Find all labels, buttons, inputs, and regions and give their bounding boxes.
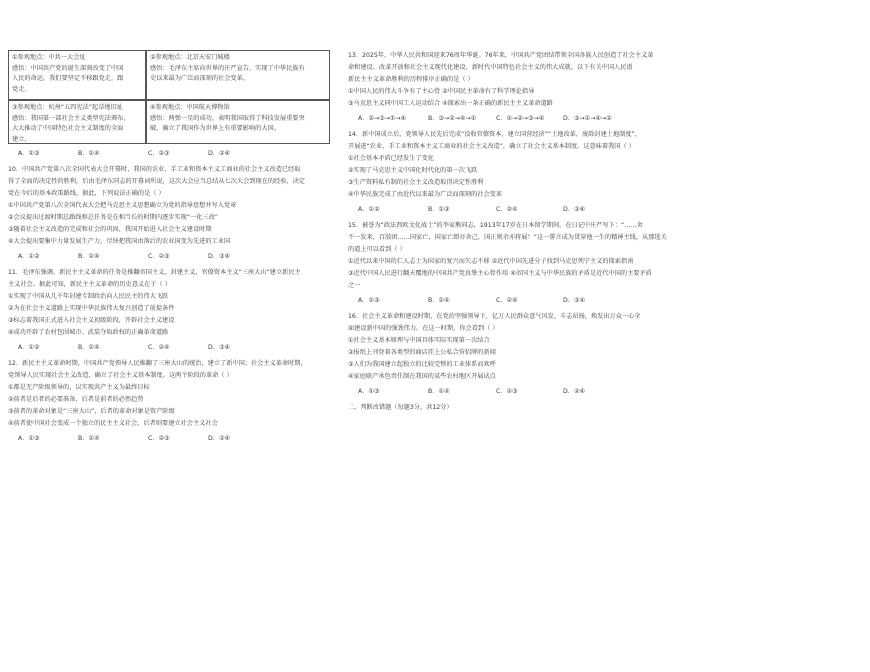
question-line: 命和建设、改革开放和社会主义现代化建设、新时代中国特色社会主义的伟大成就。以下有关中国人民谱 (348, 64, 633, 71)
answer-option: B．①④ (78, 253, 100, 260)
table-cell (8, 50, 146, 100)
question-line: ①中国共产党第八次全国代表大会把马克思主义思想确立为党的指导思想并写入党章 (8, 202, 237, 209)
answer-option: D．③④ (563, 206, 586, 213)
answer-option: D．②④ (563, 388, 586, 395)
table-cell-line: ④参观地点：中国航天博物馆 (150, 104, 230, 111)
table-cell-line: 感悟：毛泽东主席向世界的庄严宣告，实现了中华民族有 (150, 64, 305, 72)
answer-option: B．①④ (78, 344, 100, 351)
question-line: 主义社会。据此可知，新民主主义革命的历史意义在于（ ） (8, 281, 171, 288)
question-line: 开展进“农业、手工业和资本主义工商业的社会主义改造”，确立了社会主义基本制度。这意味着我国（ ） (348, 143, 635, 150)
question-line: ①社会主义基本原理与中国具体实际实现第一次结合 (348, 337, 490, 344)
question-line: ④中华民族完成了由近代以来最为广泛而深刻的社会变革 (348, 191, 503, 198)
answer-option: C．①→②→③→④ (496, 115, 545, 122)
table-cell-line: 感悟：我国第一部社会主义类型宪法颁布， (12, 114, 130, 122)
question-line: 不一发来，百肢团……国家亡，国家亡即亦舍己，国正则余亦将展！”这一誓言成为贯穿他一生的精神主线，从那选关 (348, 234, 667, 241)
table-cell-line: ①参观地点：中共一大会址 (12, 54, 86, 61)
table-cell-line: 破，确立了我国作为世界上有重要影响的大国。 (150, 125, 280, 132)
question-line: ③近代中国人民进行翻天覆地的中国共产党真挚主心骨作用 ④帝国主义与中华民族的矛盾是近代中国的主要矛盾 (348, 270, 652, 277)
answer-option: C．②③ (148, 253, 170, 260)
answer-option: B．①④ (78, 150, 100, 157)
question-line: ③生产资料私有制的社会主义改造取得决定性胜利 (348, 179, 484, 186)
question-stem: 11．毛泽东强调，新民主主义革命的任务是推翻帝国主义、封建主义、官僚资本主义“三座大山”建立新民主 (8, 269, 301, 276)
answer-option: B．①④ (428, 297, 450, 304)
question-line: 的道上可以看到（ ） (348, 246, 406, 253)
table-cell (146, 50, 330, 100)
question-line: ③马克思主义同中国工人运动结合 ④探索出一条正确的新民主主义革命道路 (348, 100, 553, 107)
answer-option: D．③④ (208, 253, 231, 260)
answer-option: D．③→①→④→② (563, 115, 612, 122)
answer-option: B．①④ (78, 435, 100, 442)
question-line: 新民主主义革命胜利的历程排序正确的是（ ） (348, 76, 474, 83)
answer-option: C．②④ (148, 344, 170, 351)
table-cell (146, 100, 330, 144)
question-stem: 16．社会主义革命和建设时期，在党的坚强领导下，亿万人民群众意气风发，斗志昂扬，焕发出万众一心全 (348, 313, 641, 320)
answer-option: D．②④ (208, 435, 231, 442)
question-line: ②会议提出过渡时期总路线和总任务是在相当长的时期内逐步实现“一化三改” (8, 214, 218, 221)
question-line: 得了全面的决定性的胜利，后由毛泽东同志的开幕词所说，这次大会应当总结从七次大会到现在的经验，决定 (8, 178, 305, 185)
table-cell-line: 人民的命运，我们要坚定不移跟党走，跟 (12, 75, 124, 82)
table-cell-line: 大大推动了中国特色社会主义制度的全面 (12, 125, 124, 132)
answer-option: B．①③ (428, 206, 450, 213)
table-cell-line: 建立。 (12, 135, 31, 143)
question-line: 之一 (348, 282, 361, 289)
table-cell-line: ③参观地点：杭州“五四宪法”起草地旧址 (12, 104, 123, 111)
question-line: 党在今后的基本政策路线。据此，下列说法正确的是（ ） (8, 190, 165, 197)
question-line: ③人们为我国建立起独立的比较完整的工业体系而欢呼 (348, 361, 496, 368)
question-line: ④成功开辟了农村包围城市、武装夺取政权的正确革命道路 (8, 329, 169, 336)
answer-option: C．②③ (496, 388, 518, 395)
question-line: ②为在社会主义道路上实现中华民族伟大复兴创造了前提条件 (8, 305, 175, 312)
question-line: ④家庭联产承包责任制在我国的某些农村地区开展试点 (348, 373, 496, 380)
answer-option: C．②③ (148, 150, 170, 157)
question-line: ①实现了中国从几千年封建专制政治向人民民主的伟大飞跃 (8, 293, 169, 300)
question-line: 党领导人民实现社会主义改造，确立了社会主义基本制度。这两个阶段的革命（ ） (8, 372, 233, 379)
question-stem: 14．新中国成立后，党领导人民先后完成“没收官僚资本，建立国营经济”“土地改革，废除封建土地制度”， (348, 131, 641, 138)
answer-option: D．③④ (208, 344, 231, 351)
answer-option: D．②④ (208, 150, 231, 157)
answer-option: A．①② (358, 206, 380, 213)
site-table (8, 50, 330, 144)
question-line: ②前者是后者的必要准备，后者是前者的必然趋势 (8, 396, 144, 403)
question-line: ③标志着我国正式进入社会主义初级阶段，开辟社会主义建设 (8, 317, 175, 324)
answer-option: A．①③ (18, 435, 40, 442)
table-cell-line: 感悟：中国共产党的诞生深刻改变了中国 (12, 64, 124, 72)
question-line: ②报纸上刊登着各类型的商店挂上公私合营招牌的新闻 (348, 349, 496, 356)
answer-option: A．①③ (358, 388, 380, 395)
answer-option: D．③④ (563, 297, 586, 304)
question-line: ②实现了马克思主义中国化时代化的第一次飞跃 (348, 167, 478, 174)
answer-option: C．②④ (496, 297, 518, 304)
question-line: ①社会基本矛盾已经发生了变化 (348, 155, 434, 162)
question-stem: 15．被誉为“政法西欧文化战士”的李家熊同志，1913年17岁在日本留学期间，在日记中庄严写下：“……舍 (348, 222, 643, 229)
answer-option: A．①② (18, 253, 40, 260)
question-line: ①都是无产阶级领导的，以实现共产主义为最终目标 (8, 384, 150, 391)
answer-option: B．③→②→④→① (428, 115, 477, 122)
question-line: ④大会提出要集中力量发展生产力，尽快把我国由落后的农业国变为先进的工业国 (8, 238, 231, 245)
question-line: ④前者使中国社会变成一个独立的民主主义社会，后者则要建立社会主义社会 (8, 420, 218, 427)
question-stem: 10．中国共产党第八次全国代表大会开幕时，我国的农业、手工业和资本主义工商业的社会主义改造已经取 (8, 166, 301, 173)
question-stem: 13．2025年，中华人民共和国迎来76周年华诞。76年来，中国共产党团结带领全国各族人民创造了社会主义革 (348, 52, 654, 59)
answer-option: A．①③ (358, 297, 380, 304)
question-line: ③随着社会主义改造的完成和社会的巩固，我国开始进入社会主义建设时期 (8, 226, 212, 233)
question-stem: 12．新民主主义革命时期，中国共产党领导人民推翻了三座大山的统治，建立了新中国；社会主义革命时期， (8, 360, 307, 367)
question-line: ①中国人民的伟大斗争有了主心骨 ②中国民主革命有了科学理论指导 (348, 88, 535, 95)
answer-option: B．①④ (428, 388, 450, 395)
question-stem: 二、判断改错题（每题3分，共12分） (348, 404, 453, 411)
answer-option: A．①② (18, 344, 40, 351)
table-cell (8, 100, 146, 144)
answer-option: A．①③ (18, 150, 40, 157)
table-cell-line: 党走。 (12, 85, 31, 93)
question-line: ③前者的革命对象是“三座大山”，后者的革命对象是资产阶级 (8, 408, 175, 415)
question-line: 面建设新中国的强劲伟力。在这一时期，你会看到（ ） (348, 325, 499, 332)
table-cell-line: 史以来最为广泛而深刻的社会变革。 (150, 75, 249, 82)
table-cell-line: ②参观地点：北京天安门城楼 (150, 54, 230, 61)
answer-option: C．②③ (148, 435, 170, 442)
answer-option: C．②④ (496, 206, 518, 213)
table-cell-line: 感悟：两弹一星的成功，表明我国取得了科技发展重要突 (150, 114, 305, 122)
question-line: ①近代以来中国的仁人志士为国家的复兴而矢志不移 ②近代中国先进分子找到马克思列宁主义的探索指南 (348, 258, 634, 265)
answer-option: A．②→③→①→④ (358, 115, 407, 122)
